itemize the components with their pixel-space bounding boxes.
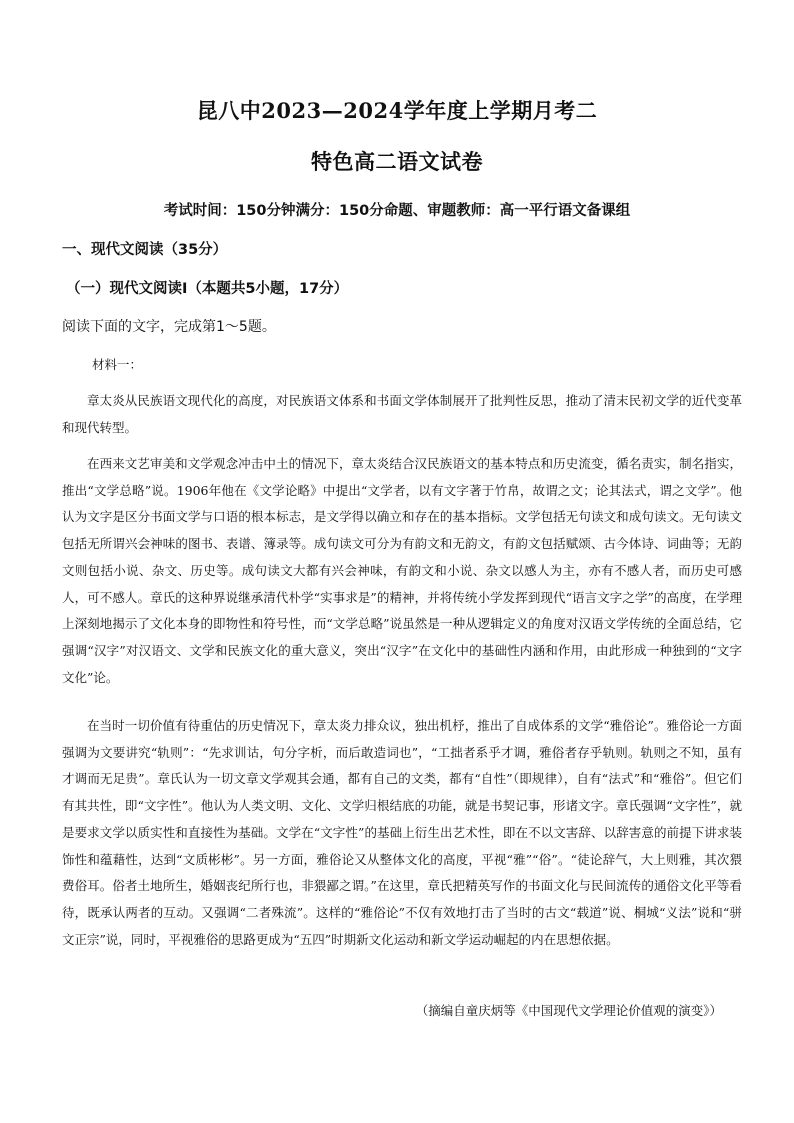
material-paragraph-1: 章太炎从民族语文现代化的高度，对民族语文体系和书面文学体制展开了批判性反思，推动了清末民初文学的近代变革和现代转型。 bbox=[62, 393, 742, 435]
exam-info-line: 考试时间：150分钟满分：150分命题、审题教师：高一平行语文备课组 bbox=[163, 203, 631, 219]
exam-title: 昆八中2023—2024学年度上学期月考二 bbox=[196, 98, 598, 123]
material-label: 材料一： bbox=[92, 357, 143, 372]
section-subheading-reading1: （一）现代文阅读Ⅰ（本题共5小题，17分） bbox=[66, 281, 349, 297]
material-paragraph-3: 在当时一切价值有待重估的历史情况下，章太炎力排众议，独出机杼，推出了自成体系的文学“雅俗论”。雅俗论一方面强调为文要讲究“轨则”：“先求训诂，句分字析，而后敢造词也”，“工拙者系乎才调，雅俗者存乎轨则。轨则之不知，虽有才调而无足贵”。章氏认为一切文章文学观其会通，都有自己的文类，都有“自性”（即规律），自有“法式”和“雅俗”。但它们有其共性，即“文字性”。他认为人类文明、文化、文学归根结底的功能，就是书契记事，形诸文字。章氏强调“文字性”，就是要求文学以质实性和直接性为基础。文学在“文字性”的基础上衍生出艺术性，即在不以文害辞、以辞害意的前提下讲求装饰性和蕴藉性，达到“文质彬彬”。另一方面，雅俗论又从整体文化的高度，平视“雅”“俗”。“徒论辞气，大上则雅，其次猥费俗耳。俗者土地所生，婚姻丧纪所行也，非猥鄙之谓。”在这里，章氏把精英写作的书面文化与民间流传的通俗文化平等看待，既承认两者的互动。又强调“二者殊流”。这样的“雅俗论”不仅有效地打击了当时的古文“载道”说、桐城“义法”说和“骈文正宗”说，同时，平视雅俗的思路更成为“五四”时期新文化运动和新文学运动崛起的内在思想依据。 bbox=[62, 718, 742, 947]
section-heading-part1: 一、现代文阅读（35分） bbox=[62, 242, 228, 258]
reading-instruction: 阅读下面的文字，完成第1～5题。 bbox=[62, 319, 276, 335]
source-citation: （摘编自童庆炳等《中国现代文学理论价值观的演变》） bbox=[415, 1003, 722, 1018]
material-paragraph-2: 在西来文艺审美和文学观念冲击中土的情况下，章太炎结合汉民族语文的基本特点和历史流变，循名责实，制名指实，推出“文学总略”说。1906年他在《文学论略》中提出“文学者，以有文字著于竹帛，故谓之文；论其法式，谓之文学”。他认为文字是区分书面文学与口语的根本标志，是文学得以确立和存在的基本指标。文学包括无句读文和成句读文。无句读文包括无所谓兴会神味的图书、表谱、簿录等。成句读文可分为有韵文和无韵文，有韵文包括赋颂、古今体诗、词曲等；无韵文则包括小说、杂文、历史等。成句读文大都有兴会神味，有韵文和小说、杂文以感人为主，亦有不感人者，而历史可感人，可不感人。章氏的这种界说继承清代朴学“实事求是”的精神，并将传统小学发挥到现代“语言文字之学”的高度，在学理上深刻地揭示了文化本身的即物性和符号性，而“文学总略”说虽然是一种从逻辑定义的角度对汉语文学传统的全面总结，它强调“汉字”对汉语文、文学和民族文化的重大意义，突出“汉字”在文化中的基础性内涵和作用，由此形成一种独到的“文字文化”论。 bbox=[62, 456, 742, 685]
exam-subtitle: 特色高二语文试卷 bbox=[311, 149, 483, 174]
